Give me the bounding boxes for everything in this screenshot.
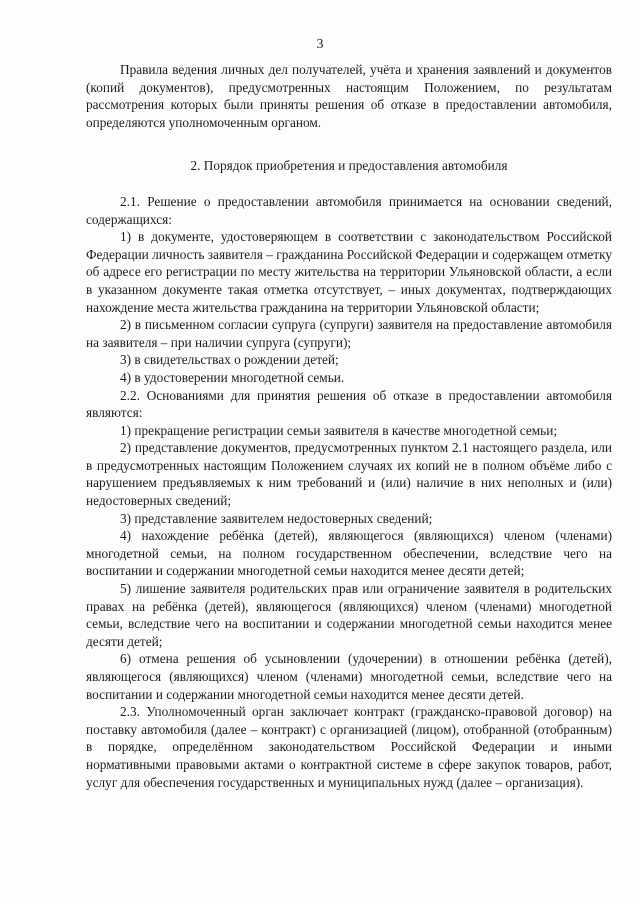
document-body <box>86 61 612 791</box>
paragraph-2-1: 2.1. Решение о предоставлении автомобиля принимается на основании сведений, содержащихся: <box>86 193 612 227</box>
intro-paragraph: Правила ведения личных дел получателей, учёта и хранения заявлений и документов (копий документов), предусмотренных настоящим Положением, по результатам рассмотрения которых были приняты решения об отказе в предоставлении автомобиля, определяются уполномоченным органом. <box>86 62 612 130</box>
paragraph-2-2-item-6: 6) отмена решения об усыновлении (удочерении) в отношении ребёнка (детей), являющегося (являющихся) членом (членами) многодетной семьи, вследствие чего на воспитании и содержании многодетной семьи находится менее десяти детей. <box>86 651 612 702</box>
paragraph-2-1-item-2: 2) в письменном согласии супруга (супруги) заявителя на предоставление автомобиля на заявителя – при наличии супруга (супруги); <box>86 317 612 350</box>
paragraph-2-2-item-5: 5) лишение заявителя родительских прав или ограничение заявителя в родительских правах на ребёнка (детей), являющегося (являющихся) членом (членами) многодетной семьи, вследствие чего на воспитании и содержании многодетной семьи находится менее десяти детей; <box>86 581 612 649</box>
page-number: 3 <box>316 37 324 52</box>
paragraph-2-3: 2.3. Уполномоченный орган заключает контракт (гражданско-правовой договор) на поставку автомобиля (далее – контракт) с организацией (лицом), отобранной (отобранным) в порядке, определённом законодательством Российской Федерации и иными нормативными правовыми актами о контрактной системе в сфере закупок товаров, работ, услуг для обеспечения государственных и муниципальных нужд (далее – организация). <box>86 704 612 790</box>
paragraph-2-2-item-4: 4) нахождение ребёнка (детей), являющегося (являющихся) членом (членами) многодетной семьи, на полном государственном обеспечении, вследствие чего на воспитании и содержании многодетной семьи находится менее десяти детей; <box>86 528 612 579</box>
paragraph-2-2-item-2: 2) представление документов, предусмотренных пунктом 2.1 настоящего раздела, или в предусмотренных настоящим Положением случаях их копий не в полном объёме либо с нарушением предъявляемых к ним требований и (или) наличие в них неполных и (или) недостоверных сведений; <box>86 440 612 509</box>
paragraph-2-2-item-3: 3) представление заявителем недостоверных сведений; <box>120 510 433 526</box>
paragraph-2-2-item-1: 1) прекращение регистрации семьи заявителя в качестве многодетной семьи; <box>120 422 558 438</box>
section-heading: 2. Порядок приобретения и предоставления автомобиля <box>190 158 508 174</box>
paragraph-2-1-item-4: 4) в удостоверении многодетной семьи. <box>120 369 345 385</box>
paragraph-2-1-item-1: 1) в документе, удостоверяющем в соответствии с законодательством Российской Федерации личность заявителя – гражданина Российской Федерации и содержащем отметку об адресе его регистрации по месту жительства на территории Ульяновской области, а если в указанном документе такая отметка отсутствует, – иных документах, подтверждающих нахождение места жительства гражданина на территории Ульяновской области; <box>86 229 612 315</box>
paragraph-2-2: 2.2. Основаниями для принятия решения об отказе в предоставлении автомобиля являются: <box>86 387 612 421</box>
paragraph-2-1-item-3: 3) в свидетельствах о рождении детей; <box>120 352 339 368</box>
